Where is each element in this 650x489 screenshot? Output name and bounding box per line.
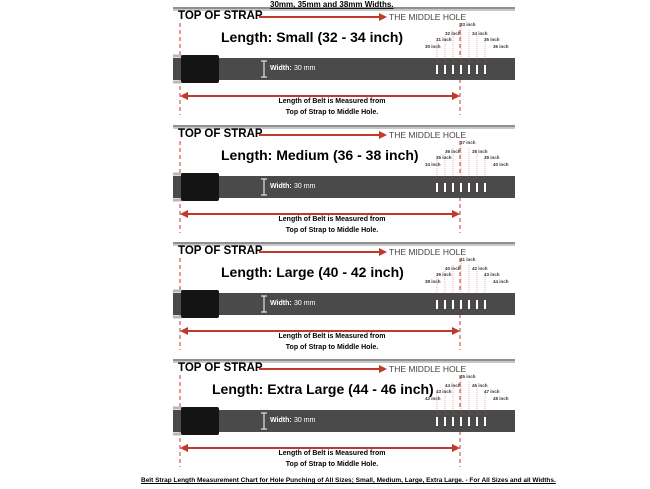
belt-hole bbox=[444, 417, 446, 426]
chart-footer: Belt Strap Length Measurement Chart for Hole Punching of All Sizes; Small, Medium, Large, Extra Large. - For All Sizes and all Widths. bbox=[141, 477, 556, 484]
hole-size-label: 41 inch bbox=[460, 257, 476, 262]
hole-size-label: 34 inch bbox=[425, 162, 441, 167]
top-arrow-head bbox=[379, 131, 387, 139]
belt-keeper bbox=[181, 55, 219, 83]
top-arrow-head bbox=[379, 248, 387, 256]
size-panel bbox=[173, 240, 515, 354]
belt-keeper bbox=[181, 173, 219, 201]
belt-hole bbox=[436, 417, 438, 426]
belt-hole bbox=[484, 300, 486, 309]
width-value: 30 mm bbox=[294, 417, 316, 424]
top-arrow-head bbox=[379, 365, 387, 373]
hole-size-label: 47 inch bbox=[484, 389, 500, 394]
belt-hole bbox=[460, 183, 462, 192]
belt-hole bbox=[460, 300, 462, 309]
hole-size-label: 34 inch bbox=[472, 31, 488, 36]
hole-size-label: 42 inch bbox=[472, 266, 488, 271]
top-of-strap-label: TOP OF STRAP bbox=[178, 10, 263, 22]
measure-note-line1: Length of Belt is Measured from bbox=[278, 450, 386, 457]
belt-hole bbox=[484, 183, 486, 192]
measure-note-line2: Top of Strap to Middle Hole. bbox=[285, 344, 379, 351]
middle-hole-label: THE MIDDLE HOLE bbox=[389, 12, 466, 22]
hole-size-label: 43 inch bbox=[436, 389, 452, 394]
width-value: 30 mm bbox=[294, 300, 316, 307]
bottom-arrow-left-head bbox=[180, 444, 188, 452]
belt-strap bbox=[173, 176, 515, 198]
width-label: Width: bbox=[270, 417, 292, 424]
belt-hole bbox=[444, 183, 446, 192]
measure-note-line1: Length of Belt is Measured from bbox=[278, 216, 386, 223]
hole-size-label: 33 inch bbox=[460, 22, 476, 27]
hole-size-label: 46 inch bbox=[472, 383, 488, 388]
belt-hole bbox=[452, 417, 454, 426]
bottom-arrow-right-head bbox=[452, 210, 460, 218]
size-panel bbox=[173, 5, 515, 119]
hole-size-label: 48 inch bbox=[493, 396, 509, 401]
hole-size-label: 42 inch bbox=[425, 396, 441, 401]
belt-hole bbox=[468, 183, 470, 192]
belt-hole bbox=[452, 300, 454, 309]
belt-hole bbox=[452, 65, 454, 74]
belt-hole bbox=[460, 65, 462, 74]
measure-note-line2: Top of Strap to Middle Hole. bbox=[285, 109, 379, 116]
belt-keeper bbox=[181, 407, 219, 435]
hole-size-label: 43 inch bbox=[484, 272, 500, 277]
hole-size-label: 44 inch bbox=[493, 279, 509, 284]
measure-note-line1: Length of Belt is Measured from bbox=[278, 333, 386, 340]
top-arrow-head bbox=[379, 13, 387, 21]
bottom-arrow-left-head bbox=[180, 327, 188, 335]
belt-hole bbox=[468, 417, 470, 426]
middle-hole-label: THE MIDDLE HOLE bbox=[389, 364, 466, 374]
belt-hole bbox=[452, 183, 454, 192]
belt-hole bbox=[460, 417, 462, 426]
belt-hole bbox=[476, 65, 478, 74]
hole-size-label: 44 inch bbox=[445, 383, 461, 388]
belt-keeper bbox=[181, 290, 219, 318]
top-of-strap-label: TOP OF STRAP bbox=[178, 362, 263, 374]
belt-hole bbox=[476, 417, 478, 426]
hole-size-label: 30 inch bbox=[425, 44, 441, 49]
bottom-arrow-left-head bbox=[180, 92, 188, 100]
belt-hole bbox=[476, 300, 478, 309]
hole-size-label: 39 inch bbox=[484, 155, 500, 160]
bottom-arrow-right-head bbox=[452, 327, 460, 335]
measure-note-line2: Top of Strap to Middle Hole. bbox=[285, 461, 379, 468]
hole-size-label: 39 inch bbox=[436, 272, 452, 277]
measure-note-line2: Top of Strap to Middle Hole. bbox=[285, 227, 379, 234]
width-value: 30 mm bbox=[294, 65, 316, 72]
top-of-strap-label: TOP OF STRAP bbox=[178, 245, 263, 257]
measure-note-line1: Length of Belt is Measured from bbox=[278, 98, 386, 105]
width-label: Width: bbox=[270, 183, 292, 190]
hole-size-label: 35 inch bbox=[484, 37, 500, 42]
size-title: Length: Small (32 - 34 inch) bbox=[221, 29, 404, 45]
width-label: Width: bbox=[270, 300, 292, 307]
hole-size-label: 36 inch bbox=[493, 44, 509, 49]
middle-hole-label: THE MIDDLE HOLE bbox=[389, 247, 466, 257]
belt-hole bbox=[444, 300, 446, 309]
hole-size-label: 45 inch bbox=[460, 374, 476, 379]
hole-size-label: 37 inch bbox=[460, 140, 476, 145]
size-title: Length: Medium (36 - 38 inch) bbox=[221, 147, 419, 163]
hole-size-label: 35 inch bbox=[436, 155, 452, 160]
hole-size-label: 36 inch bbox=[445, 149, 461, 154]
hole-size-label: 38 inch bbox=[425, 279, 441, 284]
belt-hole bbox=[484, 417, 486, 426]
belt-hole bbox=[436, 65, 438, 74]
hole-size-label: 40 inch bbox=[445, 266, 461, 271]
size-panel bbox=[173, 357, 515, 471]
belt-strap bbox=[173, 293, 515, 315]
hole-size-label: 38 inch bbox=[472, 149, 488, 154]
width-value: 30 mm bbox=[294, 183, 316, 190]
belt-hole bbox=[444, 65, 446, 74]
bottom-arrow-right-head bbox=[452, 92, 460, 100]
belt-hole bbox=[436, 300, 438, 309]
hole-size-label: 32 inch bbox=[445, 31, 461, 36]
top-of-strap-label: TOP OF STRAP bbox=[178, 128, 263, 140]
widths-note: 30mm, 35mm and 38mm Widths. bbox=[270, 0, 394, 9]
middle-hole-label: THE MIDDLE HOLE bbox=[389, 130, 466, 140]
size-panel bbox=[173, 123, 515, 237]
belt-hole bbox=[436, 183, 438, 192]
belt-strap bbox=[173, 58, 515, 80]
belt-hole bbox=[468, 300, 470, 309]
belt-strap bbox=[173, 410, 515, 432]
belt-hole bbox=[476, 183, 478, 192]
belt-hole bbox=[484, 65, 486, 74]
width-label: Width: bbox=[270, 65, 292, 72]
size-title: Length: Extra Large (44 - 46 inch) bbox=[212, 381, 434, 397]
bottom-arrow-right-head bbox=[452, 444, 460, 452]
hole-size-label: 31 inch bbox=[436, 37, 452, 42]
belt-hole bbox=[468, 65, 470, 74]
bottom-arrow-left-head bbox=[180, 210, 188, 218]
hole-size-label: 40 inch bbox=[493, 162, 509, 167]
size-title: Length: Large (40 - 42 inch) bbox=[221, 264, 404, 280]
